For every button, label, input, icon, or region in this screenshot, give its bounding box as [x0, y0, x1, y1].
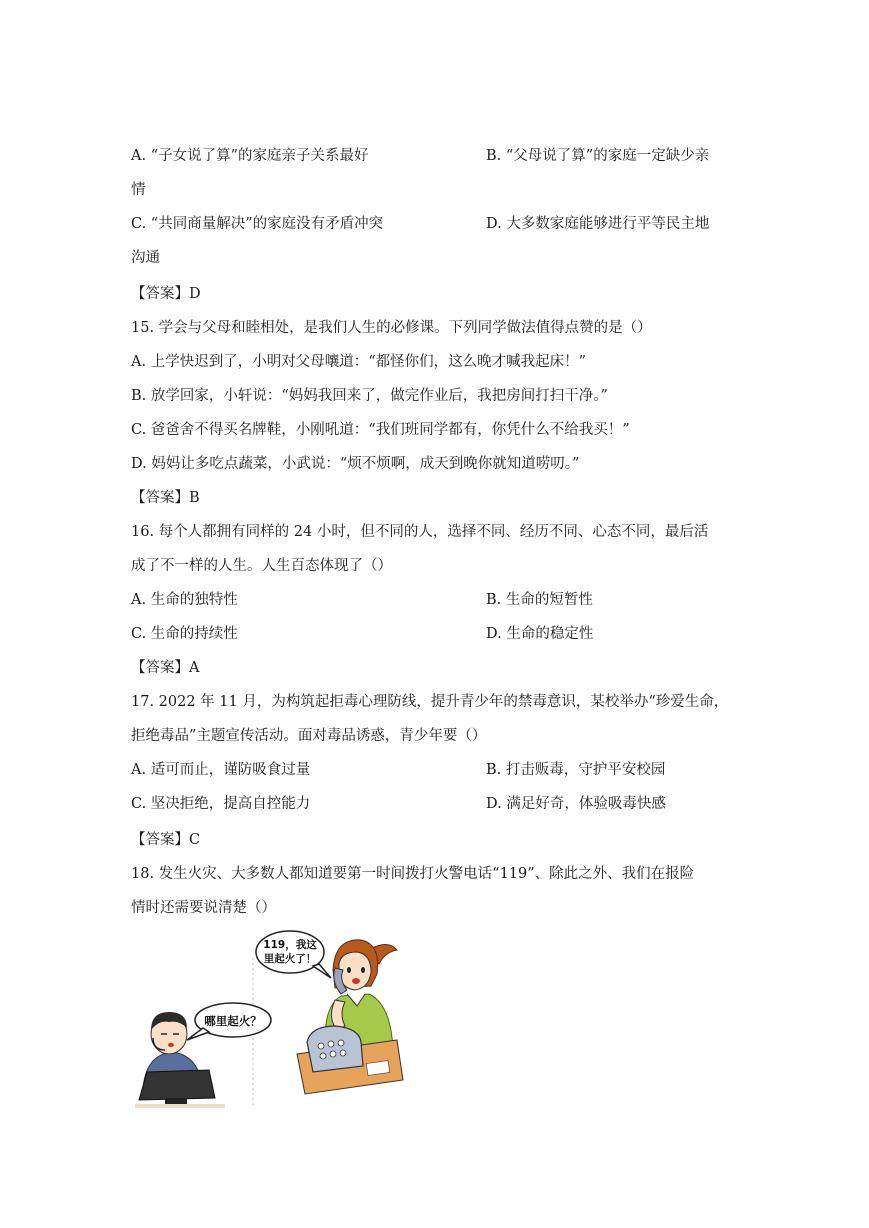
q14-option-d: D. 大多数家庭能够进行平等民主地 — [486, 216, 710, 232]
officer-bubble-text: 哪里起火？ — [204, 1014, 262, 1028]
q16-answer: 【答案】A — [131, 660, 200, 676]
q17-answer: 【答案】C — [131, 832, 201, 848]
q15-option-d: D. 妈妈让多吃点蔬菜，小武说：“烦不烦啊，成天到晚你就知道唠叨。” — [131, 456, 580, 472]
q16-option-d: D. 生命的稳定性 — [486, 626, 594, 642]
q15-stem: 15. 学会与父母和睦相处，是我们人生的必修课。下列同学做法值得点赞的是（） — [131, 320, 652, 336]
q14-option-b: B. “父母说了算”的家庭一定缺少亲 — [486, 148, 710, 164]
q16-option-b: B. 生命的短暂性 — [486, 592, 593, 608]
q15-option-a: A. 上学快迟到了，小明对父母嚷道：“都怪你们，这么晚才喊我起床！” — [131, 354, 587, 370]
q14-option-c: C. “共同商量解决”的家庭没有矛盾冲突 — [131, 216, 384, 232]
q16-stem-line2: 成了不一样的人生。人生百态体现了（） — [131, 558, 392, 574]
q17-option-b: B. 打击贩毒，守护平安校园 — [486, 762, 666, 778]
q17-option-d: D. 满足好奇，体验吸毒快感 — [486, 796, 666, 812]
girl-bubble-line2: 里起火了！ — [263, 953, 317, 965]
q14-option-d-continued: 沟通 — [131, 250, 160, 266]
fire-call-illustration — [135, 930, 405, 1108]
officer-speech-bubble — [187, 1003, 271, 1040]
q17-option-a: A. 适可而止，谨防吸食过量 — [131, 762, 311, 778]
girl-bubble-line1: 119，我这 — [263, 939, 317, 951]
q18-stem-line2: 情时还需要说清楚（） — [131, 900, 276, 916]
q15-option-b: B. 放学回家，小轩说：“妈妈我回来了，做完作业后，我把房间打扫干净。” — [131, 388, 608, 404]
q14-answer: 【答案】D — [131, 286, 201, 302]
girl-speech-bubble — [256, 931, 331, 978]
q16-stem-line1: 16. 每个人都拥有同样的 24 小时，但不同的人，选择不同、经历不同、心态不同，最后活 — [131, 524, 709, 540]
q16-option-a: A. 生命的独特性 — [131, 592, 238, 608]
q18-stem-line1: 18. 发生火灾、大多数人都知道要第一时间拨打火警电话“119”、除此之外、我们在报险 — [131, 866, 695, 882]
q14-option-b-continued: 情 — [131, 182, 146, 198]
q15-answer: 【答案】B — [131, 490, 200, 506]
q17-stem-line2: 拒绝毒品”主题宣传活动。面对毒品诱惑，青少年要（） — [131, 728, 487, 744]
q16-option-c: C. 生命的持续性 — [131, 626, 238, 642]
q15-option-c: C. 爸爸舍不得买名牌鞋，小刚吼道：“我们班同学都有，你凭什么不给我买！” — [131, 422, 630, 438]
q17-stem-line1: 17. 2022 年 11 月，为构筑起拒毒心理防线，提升青少年的禁毒意识，某校举办“珍爱生命， — [131, 694, 729, 710]
q17-option-c: C. 坚决拒绝，提高自控能力 — [131, 796, 311, 812]
q14-option-a: A. “子女说了算”的家庭亲子关系最好 — [131, 148, 369, 164]
